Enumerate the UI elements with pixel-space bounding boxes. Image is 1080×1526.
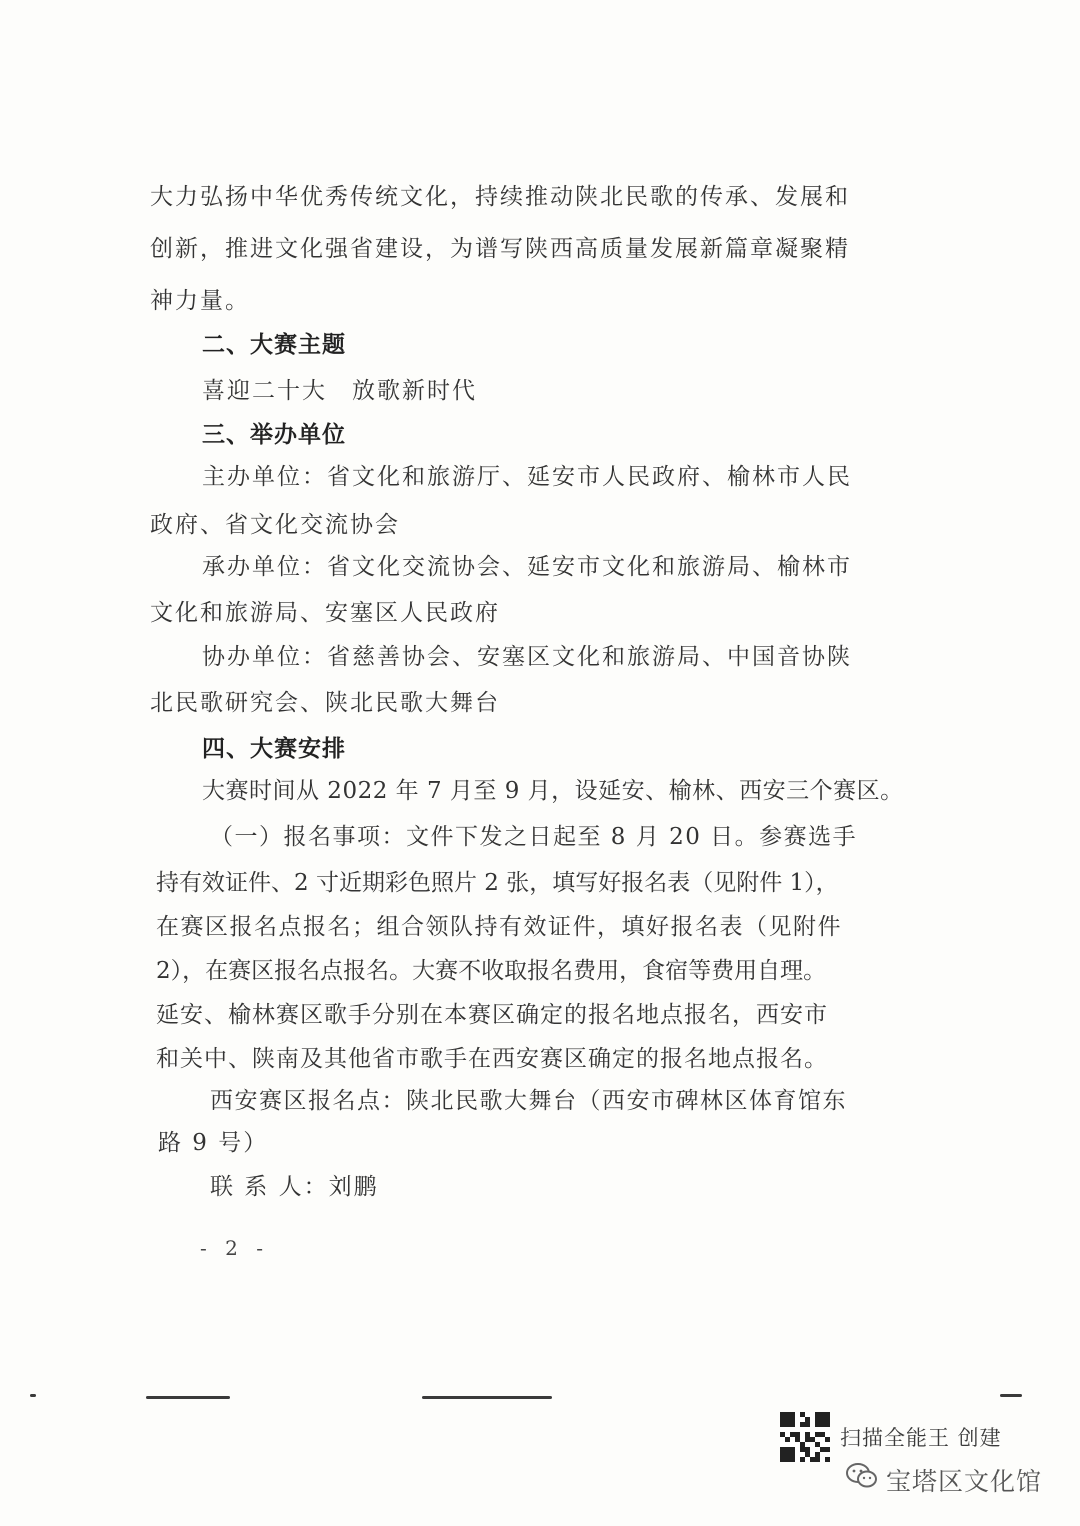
body-line: 和关中、陕南及其他省市歌手在西安赛区确定的报名地点报名。	[156, 1046, 828, 1072]
body-line: 延安、榆林赛区歌手分别在本赛区确定的报名地点报名，西安市	[156, 1002, 828, 1028]
body-line: 主办单位：省文化和旅游厅、延安市人民政府、榆林市人民	[202, 464, 852, 490]
page-number: - 2 -	[200, 1236, 269, 1260]
body-line: 大赛时间从 2022 年 7 月至 9 月，设延安、榆林、西安三个赛区。	[202, 778, 904, 804]
scan-artifact	[1000, 1394, 1022, 1397]
body-line: （一）报名事项：文件下发之日起至 8 月 20 日。参赛选手	[210, 824, 858, 850]
section-heading: 二、大赛主题	[202, 331, 346, 358]
theme-line: 喜迎二十大 放歌新时代	[202, 378, 477, 404]
body-line: 文化和旅游局、安塞区人民政府	[150, 600, 500, 626]
contact-line: 联 系 人：刘鹏	[210, 1174, 379, 1200]
body-line: 持有效证件、2 寸近期彩色照片 2 张，填写好报名表（见附件 1），	[156, 870, 839, 896]
scan-artifact	[30, 1394, 36, 1397]
body-line: 创新，推进文化强省建设，为谱写陕西高质量发展新篇章凝聚精	[150, 236, 850, 262]
scan-artifact	[422, 1396, 552, 1399]
section-heading: 四、大赛安排	[202, 735, 346, 762]
section-heading: 三、举办单位	[202, 421, 346, 448]
body-line: 协办单位：省慈善协会、安塞区文化和旅游局、中国音协陕	[202, 644, 852, 670]
body-line: 路 9 号）	[158, 1130, 269, 1156]
body-line: 政府、省文化交流协会	[150, 512, 400, 538]
qr-code-icon	[780, 1412, 830, 1462]
body-line: 在赛区报名点报名；组合领队持有效证件，填好报名表（见附件	[156, 914, 842, 940]
body-line: 承办单位：省文化交流协会、延安市文化和旅游局、榆林市	[202, 554, 852, 580]
body-line: 神力量。	[150, 288, 250, 314]
body-line: 北民歌研究会、陕北民歌大舞台	[150, 690, 500, 716]
body-line: 2），在赛区报名点报名。大赛不收取报名费用，食宿等费用自理。	[156, 958, 827, 984]
body-line: 西安赛区报名点：陕北民歌大舞台（西安市碑林区体育馆东	[210, 1088, 847, 1114]
body-line: 大力弘扬中华优秀传统文化，持续推动陕北民歌的传承、发展和	[150, 184, 850, 210]
wechat-icon	[846, 1462, 878, 1490]
account-name: 宝塔区文化馆	[886, 1467, 1043, 1496]
scanner-credit: 扫描全能王 创建	[840, 1426, 1002, 1450]
scan-artifact	[146, 1396, 230, 1399]
